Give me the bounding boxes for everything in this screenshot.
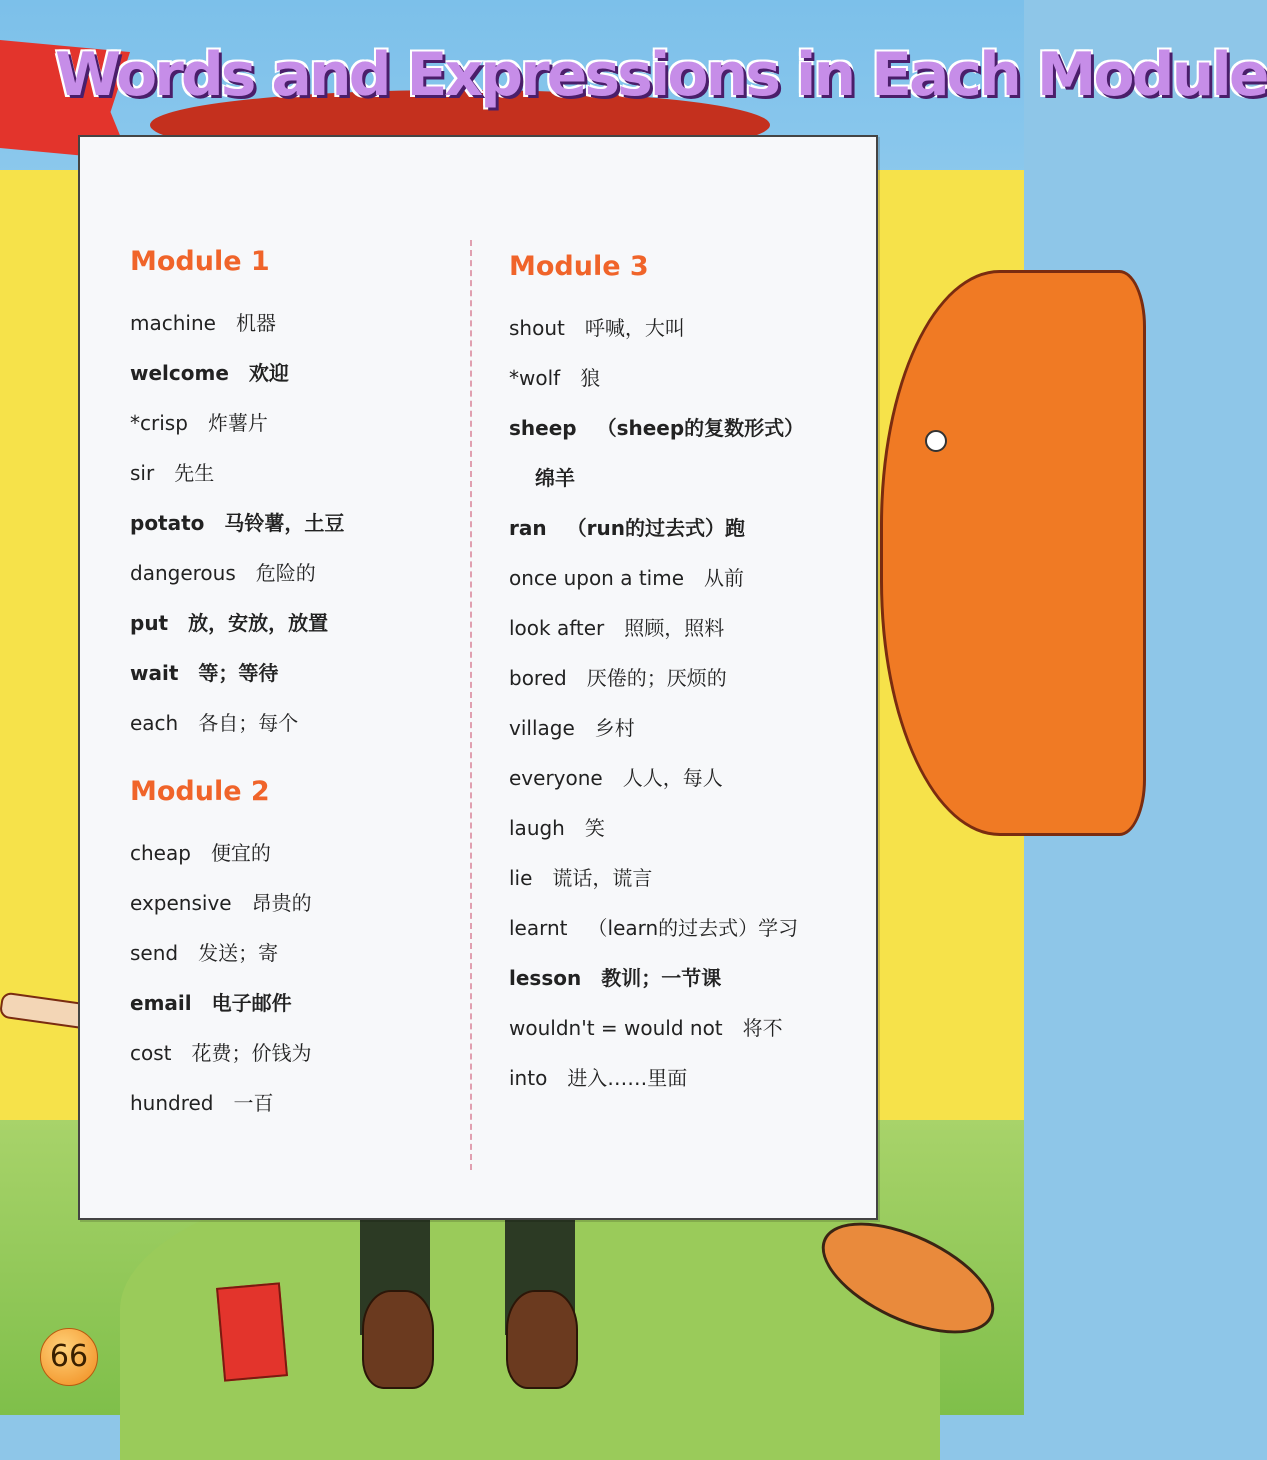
vocab-meaning: 发送；寄	[198, 941, 279, 965]
vocab-word: ran	[509, 516, 547, 540]
page-title: Words and Expressions in Each Module	[55, 40, 1267, 110]
vocab-entry	[509, 403, 869, 453]
vocab-word: learnt	[509, 916, 568, 940]
vocab-word: lie	[509, 866, 533, 890]
vocab-word: sir	[130, 461, 155, 485]
left-shoe	[362, 1290, 434, 1389]
vocab-word: village	[509, 716, 575, 740]
vocab-meaning: 一百	[233, 1091, 274, 1115]
vocab-entry	[509, 753, 869, 803]
red-sock	[216, 1282, 288, 1381]
vocab-meaning: 从前	[704, 566, 745, 590]
vocab-meaning: 狼	[580, 366, 601, 390]
vocab-word: *wolf	[509, 366, 561, 390]
vocab-word: welcome	[130, 361, 229, 385]
vocab-meaning: 等；等待	[198, 661, 279, 685]
vocab-word: *crisp	[130, 411, 188, 435]
vocab-entry	[130, 1078, 460, 1128]
vocab-entry-continuation	[509, 453, 869, 503]
right-column	[509, 247, 869, 1103]
vocab-entry	[509, 353, 869, 403]
vocab-word: each	[130, 711, 179, 735]
vocab-entry	[509, 303, 869, 353]
vocab-entry	[509, 653, 869, 703]
module-heading: Module 2	[130, 776, 270, 807]
vocab-entry	[509, 1053, 869, 1103]
vocab-entry	[509, 703, 869, 753]
vocab-word: email	[130, 991, 192, 1015]
vocab-meaning: （learn的过去式）学习	[587, 916, 799, 940]
vocab-meaning: 机器	[235, 311, 276, 335]
vocab-word: cheap	[130, 841, 191, 865]
section-spacer	[130, 748, 460, 772]
character-eye	[925, 430, 947, 452]
vocab-word: send	[130, 941, 179, 965]
module-heading: Module 1	[130, 246, 270, 277]
vocab-word: expensive	[130, 891, 232, 915]
vocab-meaning: 各自；每个	[198, 711, 299, 735]
vocab-meaning: 先生	[174, 461, 215, 485]
vocab-meaning: 昂贵的	[251, 891, 312, 915]
vocab-word: look after	[509, 616, 605, 640]
vocab-entry	[130, 828, 460, 878]
vocab-entry	[509, 803, 869, 853]
module-heading: Module 3	[509, 251, 649, 282]
vocab-meaning: 炸薯片	[207, 411, 268, 435]
right-shoe	[506, 1290, 578, 1389]
vocab-entry	[130, 348, 460, 398]
vocab-meaning: 花费；价钱为	[191, 1041, 312, 1065]
vocab-entry	[130, 878, 460, 928]
vocab-word: hundred	[130, 1091, 214, 1115]
vocab-meaning: 放，安放，放置	[188, 611, 329, 635]
vocab-entry	[509, 503, 869, 553]
vocab-word: cost	[130, 1041, 172, 1065]
vocab-entry	[130, 498, 460, 548]
vocab-entry	[509, 853, 869, 903]
vocab-entry	[130, 1028, 460, 1078]
vocab-entry	[509, 903, 869, 953]
vocab-meaning: 马铃薯，土豆	[224, 511, 345, 535]
orange-character	[880, 270, 1146, 836]
vocab-meaning: 教训；一节课	[601, 966, 722, 990]
vocab-meaning: （run的过去式）跑	[566, 516, 745, 540]
vocab-entry	[509, 1003, 869, 1053]
vocab-entry	[130, 298, 460, 348]
page-number-badge: 66	[40, 1328, 98, 1386]
vocab-meaning: 谎话，谎言	[552, 866, 653, 890]
vocab-meaning: 将不	[742, 1016, 783, 1040]
vocab-meaning: 便宜的	[210, 841, 271, 865]
vocab-meaning: 人人，每人	[622, 766, 723, 790]
vocab-entry	[130, 698, 460, 748]
vocab-meaning: 绵羊	[535, 466, 575, 490]
vocab-meaning: 笑	[584, 816, 605, 840]
vocab-word: dangerous	[130, 561, 236, 585]
vocab-word: into	[509, 1066, 548, 1090]
vocab-word: everyone	[509, 766, 603, 790]
vocab-word: potato	[130, 511, 205, 535]
vocab-meaning: 呼喊，大叫	[584, 316, 685, 340]
vocab-meaning: 欢迎	[248, 361, 289, 385]
vocab-word: lesson	[509, 966, 582, 990]
vocab-word: sheep	[509, 416, 577, 440]
vocab-entry	[509, 603, 869, 653]
vocab-entry	[130, 978, 460, 1028]
vocab-word: wouldn't = would not	[509, 1016, 723, 1040]
vocab-entry	[509, 953, 869, 1003]
vocab-entry	[130, 648, 460, 698]
vocab-entry	[130, 448, 460, 498]
vocab-meaning: 进入……里面	[567, 1066, 688, 1090]
vocab-meaning: 电子邮件	[211, 991, 292, 1015]
vocab-entry	[130, 398, 460, 448]
vocab-word: bored	[509, 666, 567, 690]
vocab-word: once upon a time	[509, 566, 685, 590]
vocab-meaning: （sheep的复数形式）	[596, 416, 805, 440]
left-column	[130, 242, 460, 1128]
vocab-entry	[130, 928, 460, 978]
vocab-meaning: 危险的	[255, 561, 316, 585]
vocab-entry	[130, 598, 460, 648]
column-divider	[470, 240, 472, 1170]
vocab-word: put	[130, 611, 169, 635]
vocab-meaning: 乡村	[594, 716, 635, 740]
vocab-entry	[509, 553, 869, 603]
vocab-meaning: 厌倦的；厌烦的	[586, 666, 727, 690]
vocab-entry	[130, 548, 460, 598]
vocab-meaning: 照顾，照料	[624, 616, 725, 640]
vocab-word: shout	[509, 316, 565, 340]
vocab-word: laugh	[509, 816, 565, 840]
vocab-word: wait	[130, 661, 179, 685]
vocab-word: machine	[130, 311, 216, 335]
